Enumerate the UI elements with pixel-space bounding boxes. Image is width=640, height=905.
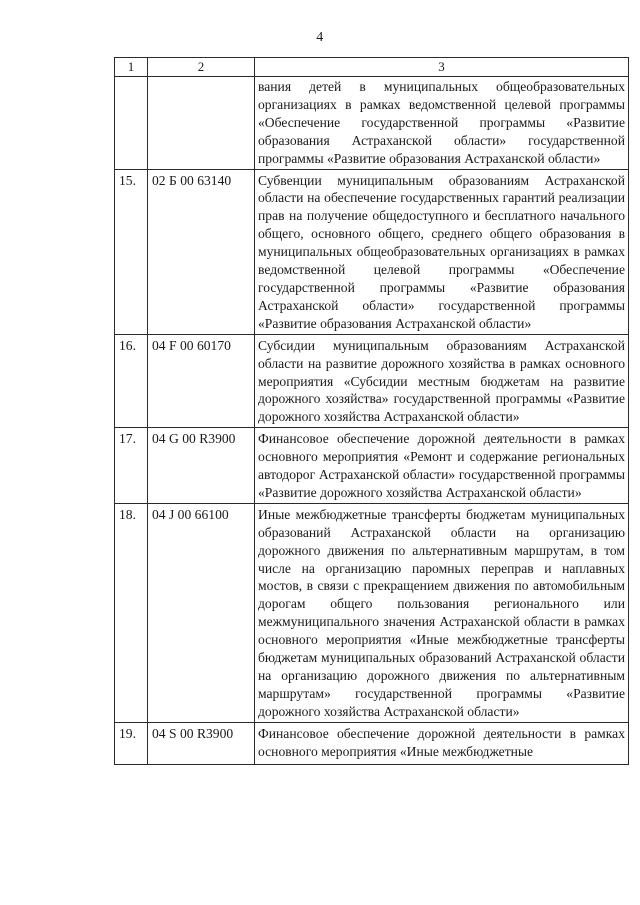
row-code: 02 Б 00 63140 (148, 169, 255, 334)
table-row (115, 722, 629, 764)
row-code: 04 J 00 66100 (148, 503, 255, 722)
budget-code-table (114, 57, 629, 765)
row-number: 17. (115, 428, 148, 504)
row-code: 04 F 00 60170 (148, 334, 255, 428)
table-row (115, 77, 629, 170)
table-row (115, 428, 629, 504)
row-number: 16. (115, 334, 148, 428)
row-description: Субвенции муниципальным образованиям Астраханской области на обеспечение государственных гарантий реализации прав на получение общедоступного и бесплатного начального общего, основного общего, среднего общего образования в муниципальных общеобразовательных организациях в рамках ведомственной целевой программы «Обеспечение государственной программы «Развитие образования Астраханской области» государственной программы «Развитие образования Астраханской области» (255, 169, 629, 334)
row-number: 15. (115, 169, 148, 334)
row-description: вания детей в муниципальных общеобразовательных организациях в рамках ведомственной целевой программы «Обеспечение государственной программы «Развитие образования Астраханской области» государственной программы «Развитие образования Астраханской области» (255, 77, 629, 170)
column-header-description: 3 (255, 58, 629, 77)
row-number (115, 77, 148, 170)
row-number: 18. (115, 503, 148, 722)
column-header-code: 2 (148, 58, 255, 77)
table-row (115, 503, 629, 722)
row-description: Иные межбюджетные трансферты бюджетам муниципальных образований Астраханской области на организацию дорожного движения по альтернативным маршрутам, в том числе на организацию паромных переправ и наплавных мостов, в связи с прекращением движения по автомобильным дорогам общего пользования регионального или межмуниципального значения Астраханской области в рамках основного мероприятия «Иные межбюджетные трансферты бюджетам муниципальных образований Астраханской области на организацию дорожного движения по альтернативным маршрутам» государственной программы «Развитие дорожного хозяйства Астраханской области» (255, 503, 629, 722)
table-row (115, 169, 629, 334)
row-description: Финансовое обеспечение дорожной деятельности в рамках основного мероприятия «Ремонт и содержание региональных автодорог Астраханской области» государственной программы «Развитие дорожного хозяйства Астраханской области» (255, 428, 629, 504)
table-header-row (115, 58, 629, 77)
page-number: 4 (316, 30, 324, 45)
row-code: 04 G 00 R3900 (148, 428, 255, 504)
row-description: Финансовое обеспечение дорожной деятельности в рамках основного мероприятия «Иные межбюджетные (255, 722, 629, 764)
row-code: 04 S 00 R3900 (148, 722, 255, 764)
table-row (115, 334, 629, 428)
row-code (148, 77, 255, 170)
row-description: Субсидии муниципальным образованиям Астраханской области на развитие дорожного хозяйства в рамках основного мероприятия «Субсидии местным бюджетам на развитие дорожного хозяйства» государственной программы «Развитие дорожного хозяйства Астраханской области» (255, 334, 629, 428)
row-number: 19. (115, 722, 148, 764)
column-header-number: 1 (115, 58, 148, 77)
